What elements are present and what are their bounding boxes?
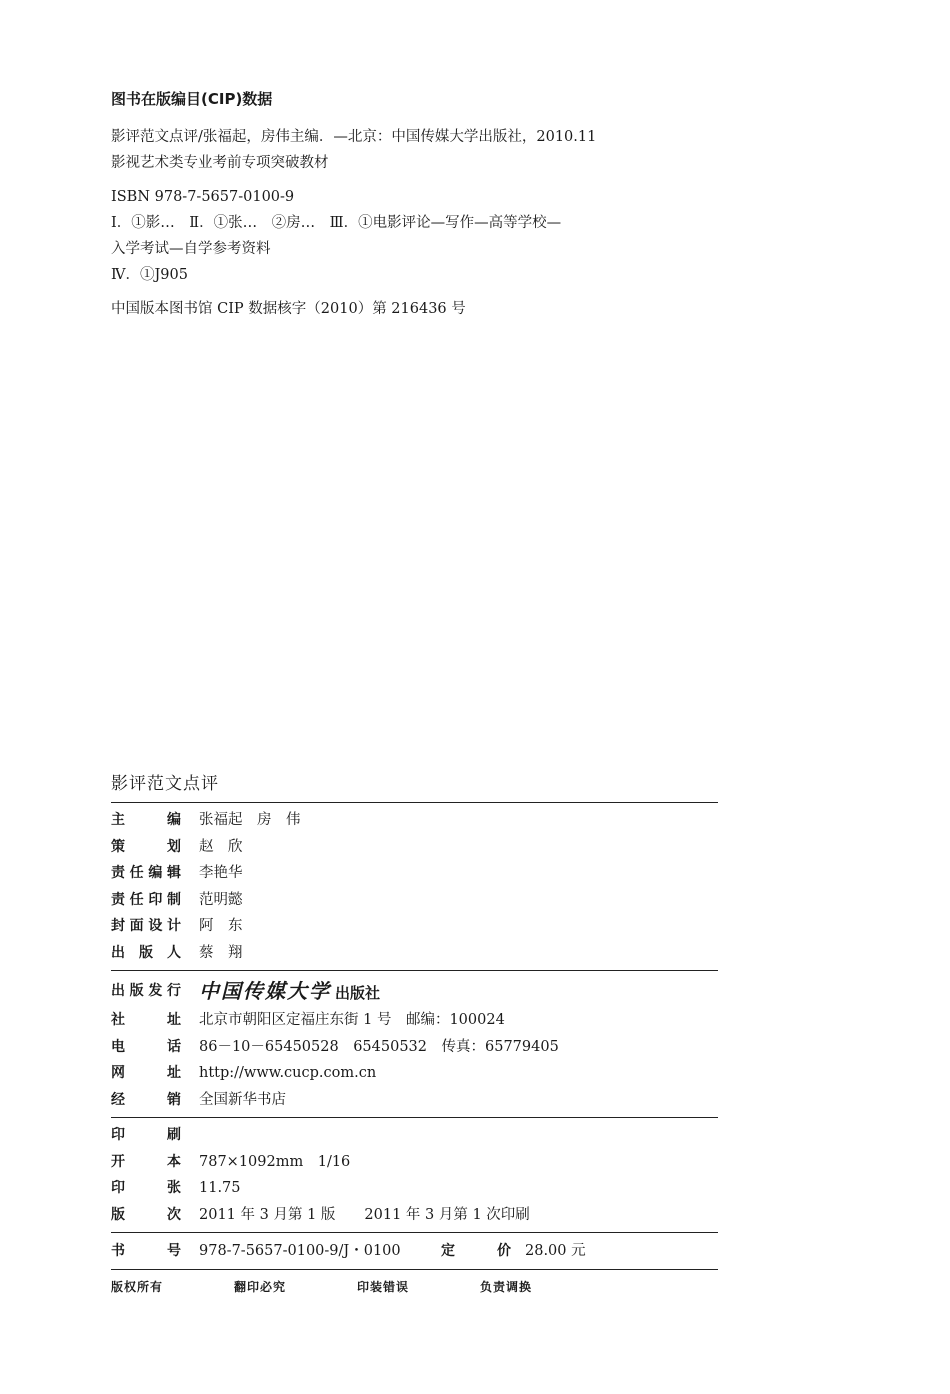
label-address: 社 址 bbox=[111, 1012, 181, 1028]
cip-heading: 图书在版编目(CIP)数据 bbox=[111, 90, 273, 108]
value-responsible-printing: 范明懿 bbox=[199, 891, 243, 908]
cip-line-title: 影评范文点评/张福起，房伟主编．—北京：中国传媒大学出版社，2010.11 bbox=[111, 129, 597, 145]
label-printing: 印 刷 bbox=[111, 1127, 181, 1143]
colophon bbox=[111, 770, 718, 1304]
value-dealer: 全国新华书店 bbox=[199, 1091, 286, 1108]
row-publisher-person bbox=[111, 940, 718, 967]
row-edition bbox=[111, 1202, 718, 1229]
divider bbox=[111, 1232, 718, 1233]
row-website bbox=[111, 1060, 718, 1087]
label-edition: 版 次 bbox=[111, 1206, 181, 1223]
cip-line-record: 中国版本图书馆 CIP 数据核字（2010）第 216436 号 bbox=[111, 301, 466, 317]
value-cover-design: 阿 东 bbox=[199, 918, 243, 934]
no-reproduction: 翻印必究 bbox=[234, 1280, 287, 1294]
value-address: 北京市朝阳区定福庄东街 1 号 邮编：100024 bbox=[199, 1012, 505, 1028]
label-distribution: 出 版 发 行 bbox=[111, 983, 181, 999]
label-book-number: 书 号 bbox=[111, 1243, 181, 1259]
row-responsible-editor bbox=[111, 860, 718, 887]
cip-line-subjects-cont: 入学考试—自学参考资料 bbox=[111, 241, 271, 257]
value-publisher-person: 蔡 翔 bbox=[199, 944, 243, 961]
label-dealer: 经 销 bbox=[111, 1091, 181, 1108]
label-sheets: 印 张 bbox=[111, 1180, 181, 1196]
label-price: 定 价 bbox=[441, 1243, 511, 1259]
publisher-suffix: 出版社 bbox=[335, 984, 381, 1002]
publisher-logo-text: 中国传媒大学 bbox=[199, 979, 331, 1003]
book-title: 影评范文点评 bbox=[111, 774, 219, 794]
cip-line-isbn: ISBN 978-7-5657-0100-9 bbox=[111, 189, 295, 205]
value-editor: 张福起 房 伟 bbox=[199, 812, 301, 828]
label-planner: 策 划 bbox=[111, 838, 181, 855]
value-edition: 2011 年 3 月第 1 版 2011 年 3 月第 1 次印刷 bbox=[199, 1206, 530, 1223]
row-planner bbox=[111, 834, 718, 861]
cip-line-series: 影视艺术类专业考前专项突破教材 bbox=[111, 155, 329, 171]
row-dealer bbox=[111, 1087, 718, 1114]
label-responsible-editor: 责 任 编 辑 bbox=[111, 865, 181, 881]
printing-errors: 印装错误 bbox=[357, 1280, 410, 1294]
row-printing bbox=[111, 1122, 718, 1149]
rights-notice bbox=[111, 1270, 718, 1304]
cip-line-subjects: Ⅰ．①影… Ⅱ．①张… ②房… Ⅲ．①电影评论—写作—高等学校— bbox=[111, 215, 562, 231]
row-responsible-printing bbox=[111, 887, 718, 914]
exchange-guarantee: 负责调换 bbox=[480, 1280, 533, 1294]
value-format: 787×1092mm 1/16 bbox=[199, 1153, 351, 1170]
divider bbox=[111, 970, 718, 971]
cip-data-block bbox=[111, 88, 731, 322]
value-planner: 赵 欣 bbox=[199, 838, 243, 855]
value-sheets: 11.75 bbox=[199, 1180, 241, 1196]
label-format: 开 本 bbox=[111, 1153, 181, 1170]
divider bbox=[111, 802, 718, 803]
value-book-number: 978-7-5657-0100-9/J・0100 bbox=[199, 1243, 401, 1259]
value-price: 28.00 元 bbox=[525, 1243, 586, 1259]
row-address bbox=[111, 1007, 718, 1034]
rights-reserved: 版权所有 bbox=[111, 1280, 164, 1294]
value-website: http://www.cucp.com.cn bbox=[199, 1065, 377, 1081]
label-responsible-printing: 责 任 印 制 bbox=[111, 891, 181, 908]
row-cover-design bbox=[111, 913, 718, 940]
label-website: 网 址 bbox=[111, 1065, 181, 1081]
row-book-number bbox=[111, 1237, 718, 1265]
label-cover-design: 封 面 设 计 bbox=[111, 918, 181, 934]
row-editor bbox=[111, 807, 718, 834]
value-phone: 86－10－65450528 65450532 传真：65779405 bbox=[199, 1038, 559, 1055]
row-sheets bbox=[111, 1175, 718, 1202]
label-editor: 主 编 bbox=[111, 812, 181, 828]
row-phone bbox=[111, 1034, 718, 1061]
label-phone: 电 话 bbox=[111, 1038, 181, 1055]
label-publisher-person: 出 版 人 bbox=[111, 944, 181, 961]
publisher-logo bbox=[199, 975, 380, 1010]
cip-line-classification: Ⅳ．①J905 bbox=[111, 267, 188, 283]
value-responsible-editor: 李艳华 bbox=[199, 865, 243, 881]
divider bbox=[111, 1117, 718, 1118]
row-distribution bbox=[111, 975, 718, 1007]
row-format bbox=[111, 1149, 718, 1176]
